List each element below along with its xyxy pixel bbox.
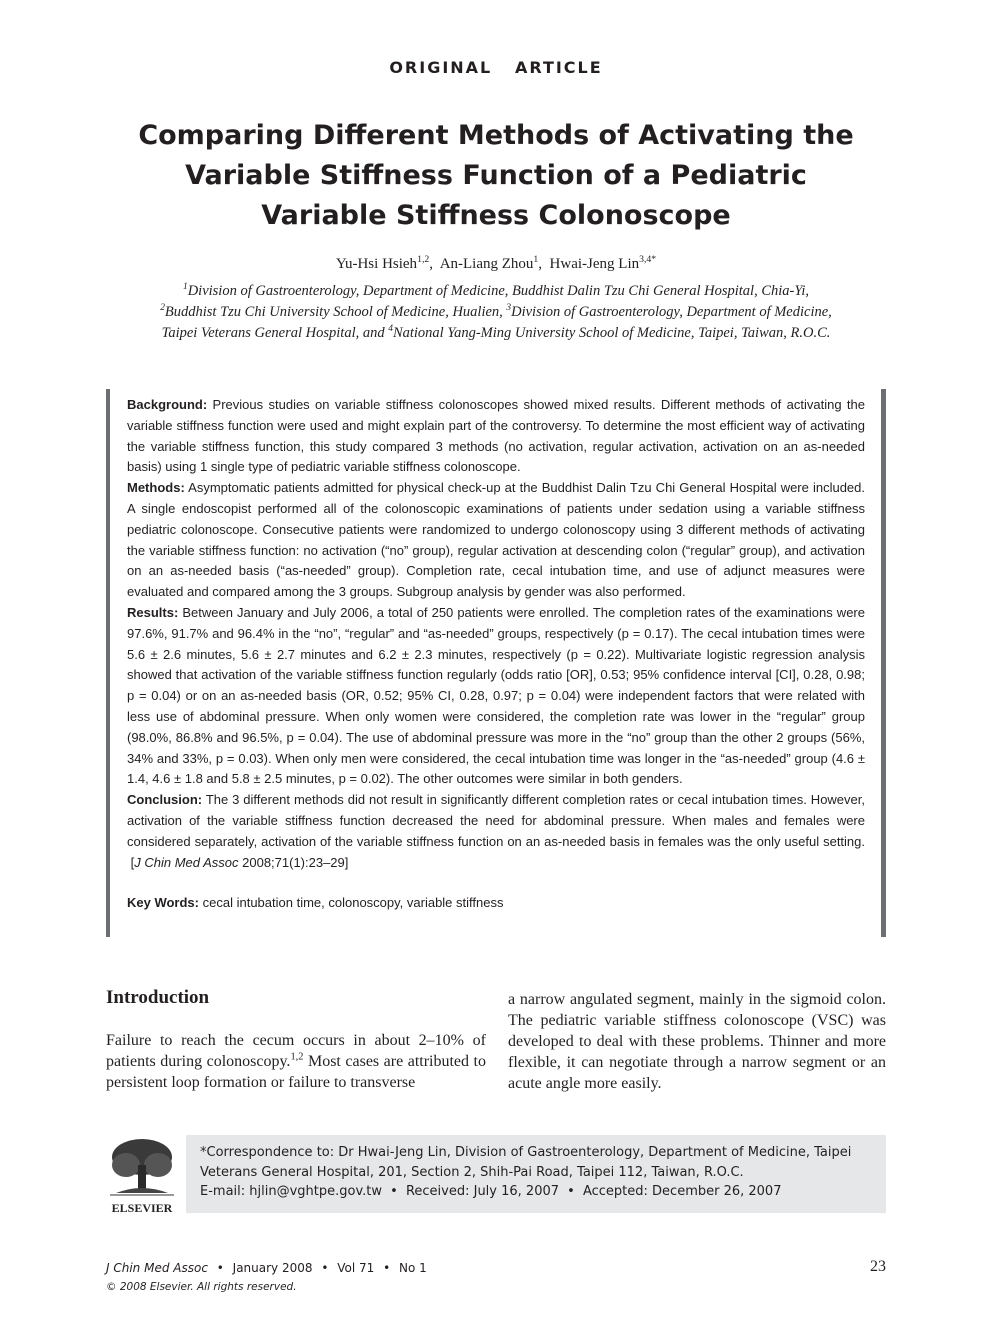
author-affiliation-sup: 1 xyxy=(533,254,539,265)
correspondence-meta: E-mail: hjlin@vghtpe.gov.tw • Received: July 16, 2007 • Accepted: December 26, 2007 xyxy=(200,1184,782,1199)
affiliation-line: $^2$Buddhist Tzu Chi University School of Medicine, Hualien, $^3$Division of Gastroenterology, Department of Medicine, xyxy=(160,303,832,320)
author-affiliation-sup: 1,2 xyxy=(417,254,430,265)
elsevier-tree-icon xyxy=(106,1135,178,1217)
author-separator: , xyxy=(538,256,546,272)
author-name: Hwai-Jeng Lin xyxy=(549,256,640,272)
abstract-conclusion: Conclusion: The 3 different methods did not result in significantly different completion rates or cecal intubation times. However, activation of the variable stiffness function decreased the need for abdominal pressure. When males and females were considered separately, activation of the variable stiffness function on an as-needed basis in females was the only useful setting. [J Chin Med Assoc 2008;71(1):23–29] xyxy=(127,792,865,870)
svg-text:ELSEVIER: ELSEVIER xyxy=(111,1201,173,1215)
body-column-right: a narrow angulated segment, mainly in the sigmoid colon. The pediatric variable stiffness colonoscope (VSC) was developed to deal with these problems. Thinner and more flexible, it can negotiate through a narrow segment or an acute angle more easily. xyxy=(508,991,886,1092)
section-label: ORIGINAL ARTICLE xyxy=(389,58,603,77)
article-title: Comparing Different Methods of Activating the Variable Stiffness Function of a Pediatric Variable Stiffness Colonoscope xyxy=(138,120,854,231)
author-affiliation-sup: 3,4* xyxy=(639,254,657,265)
abstract-methods: Methods: Asymptomatic patients admitted for physical check-up at the Buddhist Dalin Tzu Chi General Hospital were included. A single endoscopist performed all of the colonoscopic examinations of patients under sedation using a variable stiffness pediatric colonoscope. Consecutive patients were randomized to undergo colonoscopy using 3 different methods of activating the variable stiffness function: no activation (“no” group), regular activation at descending colon (“regular” group), and activation on an as-needed basis (“as-needed” group). Completion rate, cecal intubation time, and use of adjunct measures were evaluated and compared among the 3 groups. Subgroup analysis by gender was also performed. xyxy=(127,480,865,600)
body-column-left: Failure to reach the cecum occurs in about 2–10% of patients during colonoscopy.$^{1,2}$ Most cases are attributed to persistent loop formation or failure to transverse xyxy=(106,1032,487,1091)
footer-copyright: © 2008 Elsevier. All rights reserved. xyxy=(106,1281,297,1293)
affiliation-line: Taipei Veterans General Hospital, and $^4$National Yang-Ming University School of Medicine, Taipei, Taiwan, R.O.C. xyxy=(161,324,831,341)
accepted-date: Accepted: December 26, 2007 xyxy=(582,1184,782,1199)
author-separator: , xyxy=(429,256,437,272)
correspondence-line: Veterans General Hospital, 201, Section 2, Shih-Pai Road, Taipei 112, Taiwan, R.O.C. xyxy=(200,1164,744,1180)
introduction-heading: Introduction xyxy=(106,987,210,1008)
author-name: Yu-Hsi Hsieh xyxy=(335,256,418,272)
received-date: Received: July 16, 2007 xyxy=(405,1184,560,1199)
correspondence-line: *Correspondence to: Dr Hwai-Jeng Lin, Division of Gastroenterology, Department of Medicine, Taipei xyxy=(200,1145,852,1160)
abstract-keywords: Key Words: cecal intubation time, colonoscopy, variable stiffness xyxy=(127,895,504,911)
abstract-results: Results: Between January and July 2006, a total of 250 patients were enrolled. The completion rates of the examinations were 97.6%, 91.7% and 96.4% in the “no”, “regular” and “as-needed” groups, respectively (p = 0.17). The cecal intubation times were 5.6 ± 2.6 minutes, 5.6 ± 2.7 minutes and 6.2 ± 2.3 minutes, respectively (p = 0.22). Multivariate logistic regression analysis showed that activation of the variable stiffness function regularly (odds ratio [OR], 0.53; 95% confidence interval [CI], 0.28, 0.98; p = 0.04) or on an as-needed basis (OR, 0.52; 95% CI, 0.28, 0.97; p = 0.04) were independent factors that were related with less use of abdominal pressure. When only women were considered, the completion rate was lower in the “regular” group (98.0%, 86.8% and 96.5%, p = 0.04). The use of abdominal pressure was more in the “no” group than the other 2 groups (56%, 34% and 33%, p = 0.03). When only men were considered, the cecal intubation time was longer in the “as-needed” group (4.6 ± 1.4, 4.6 ± 1.8 and 5.8 ± 2.5 minutes, p = 0.02). The other outcomes were similar in both genders. xyxy=(127,604,865,787)
elsevier-logo xyxy=(106,1135,178,1217)
author-name: An-Liang Zhou xyxy=(439,256,534,272)
correspondence-email[interactable]: E-mail: hjlin@vghtpe.gov.tw xyxy=(200,1184,382,1199)
affiliations xyxy=(100,281,892,344)
page-number: 23 xyxy=(870,1258,886,1275)
footer-journal-info: J Chin Med Assoc • January 2008 • Vol 71 • No 1 xyxy=(106,1261,427,1275)
abstract-box xyxy=(106,389,886,937)
affiliation-line: $^1$Division of Gastroenterology, Department of Medicine, Buddhist Dalin Tzu Chi General Hospital, Chia-Yi, xyxy=(182,282,810,299)
abstract-background: Background: Previous studies on variable stiffness colonoscopes showed mixed results. Different methods of activating the variable stiffness function were used and might explain part of the controversy. To determine the most efficient way of activating the variable stiffness function, this study compared 3 methods (no activation, regular activation, activation on an as-needed basis) using 1 single type of pediatric variable stiffness colonoscope. xyxy=(127,397,865,475)
author-list xyxy=(0,256,992,273)
correspondence-box xyxy=(186,1135,886,1213)
